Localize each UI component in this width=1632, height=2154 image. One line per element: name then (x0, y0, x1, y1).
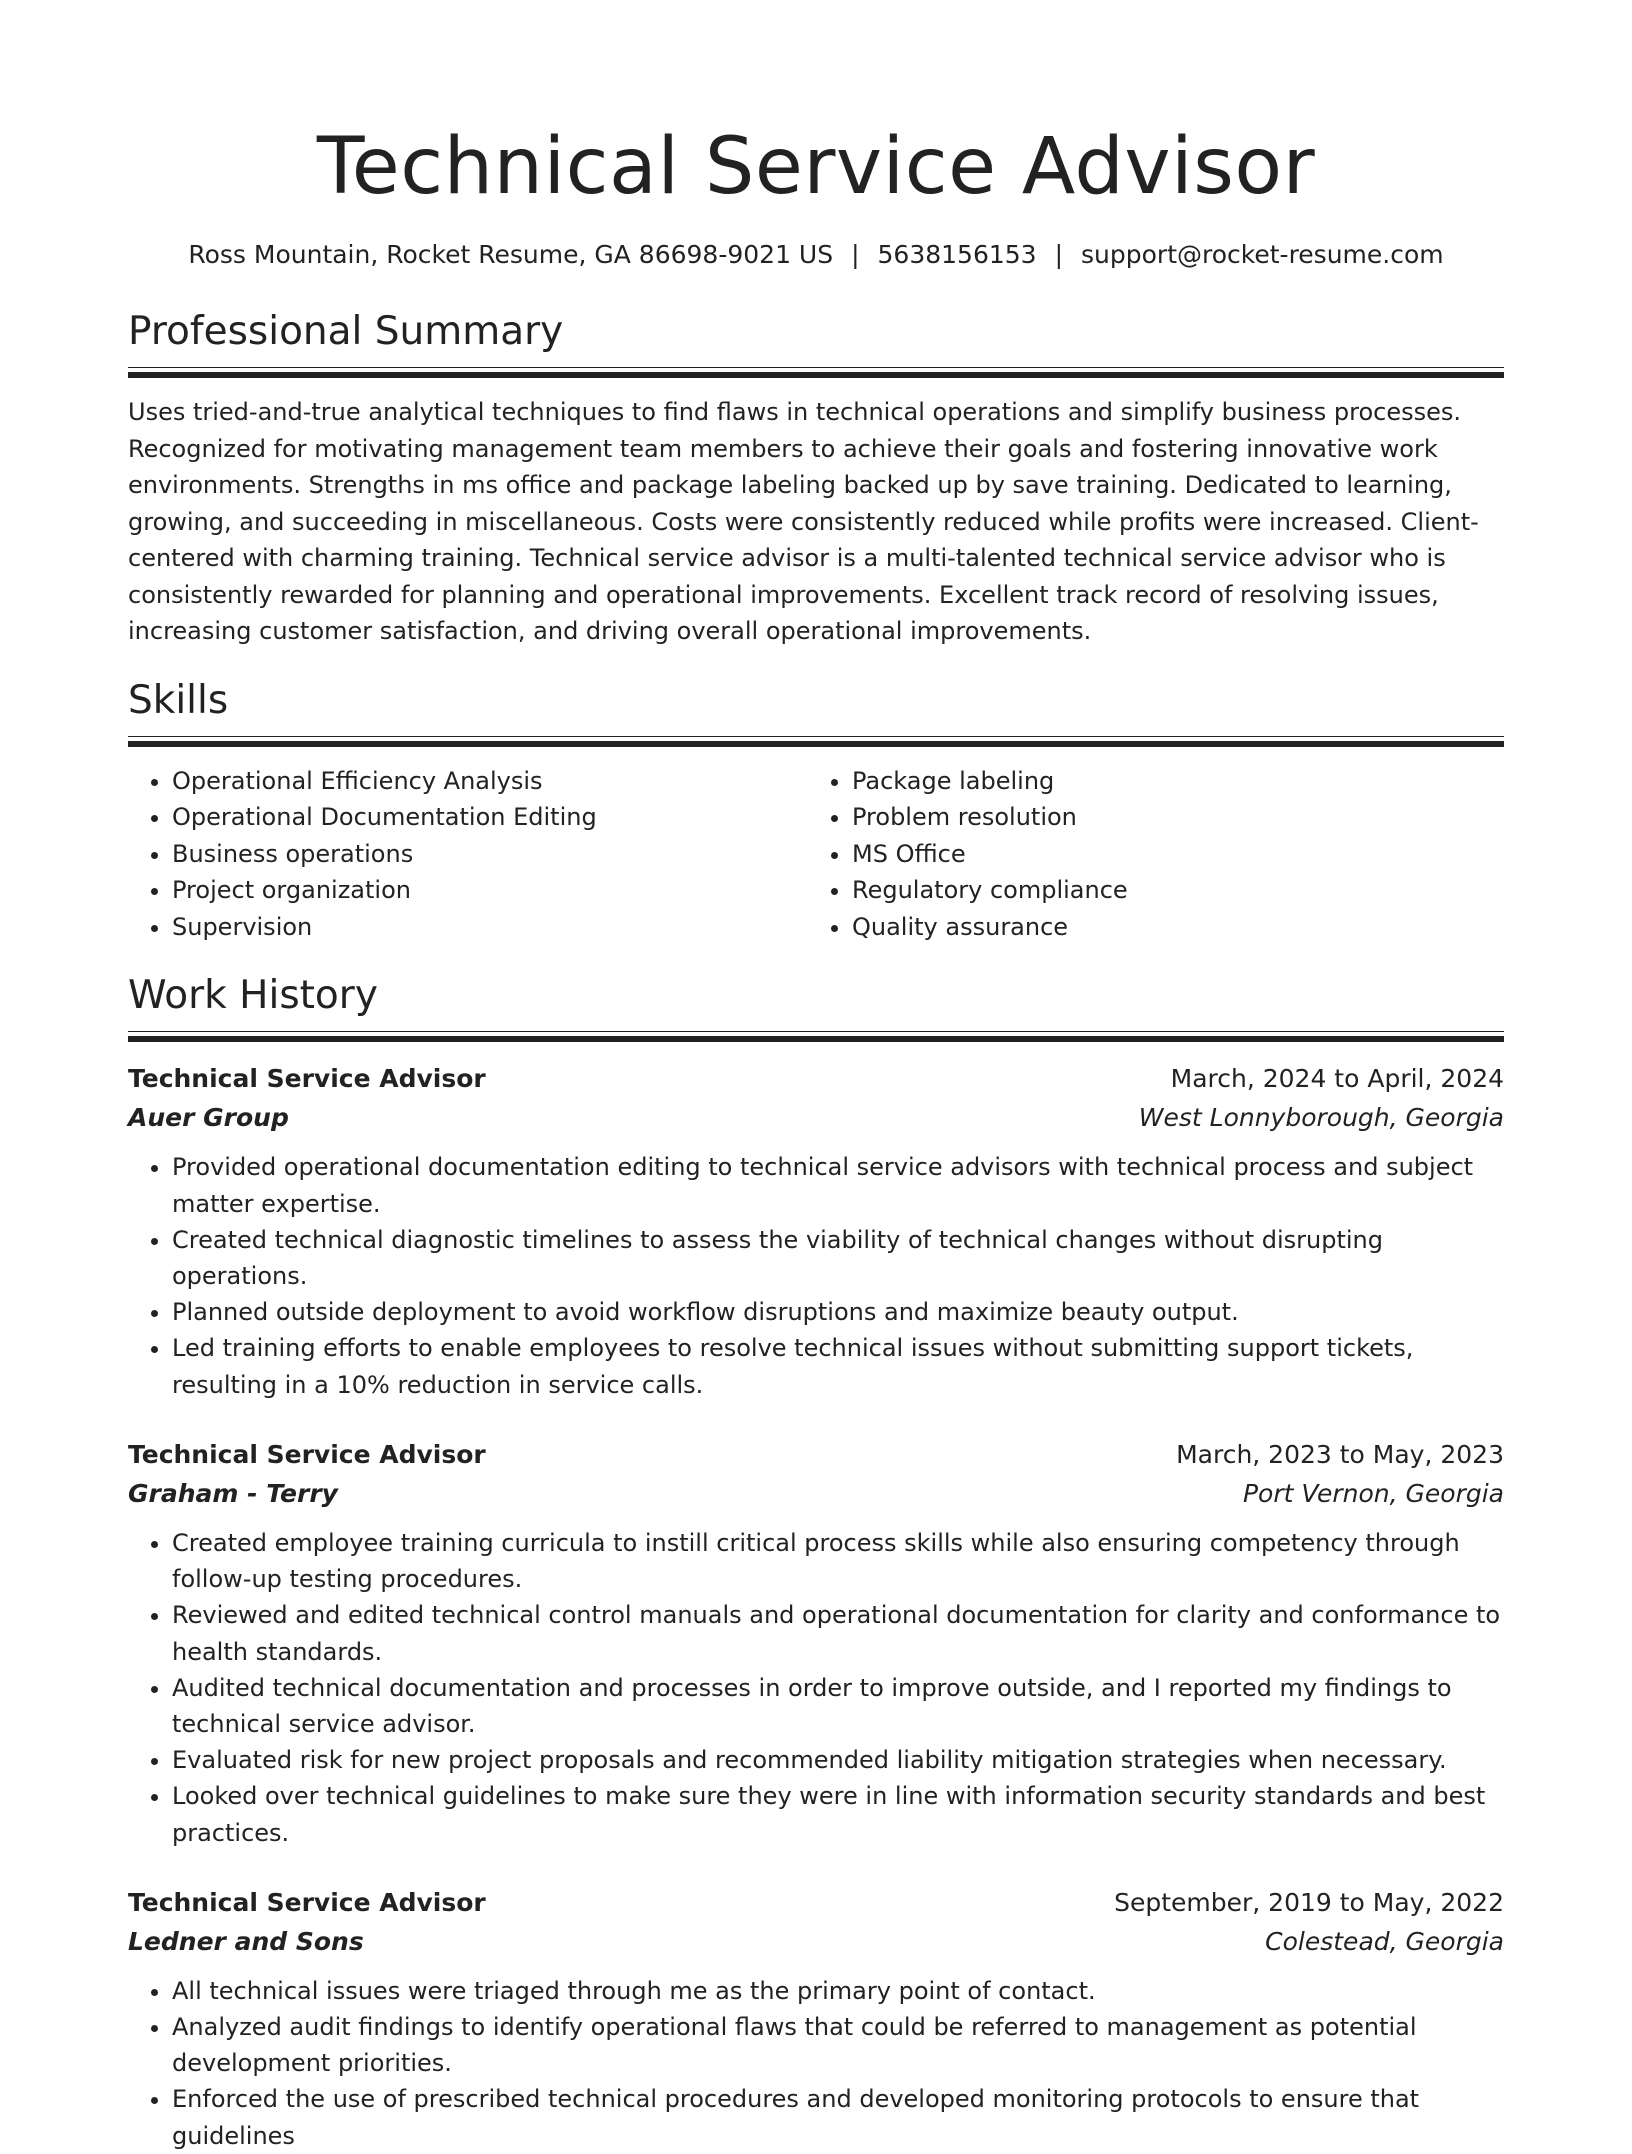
job-header (128, 1435, 1504, 1474)
contact-email: support@rocket-resume.com (1081, 240, 1444, 269)
job-subheader (128, 1098, 1504, 1137)
job-location: West Lonnyborough, Georgia (1138, 1103, 1504, 1133)
job-bullet: • Created technical diagnostic timelines to assess the viability of technical changes without disrupting operations. (172, 1222, 1504, 1294)
contact-line (128, 238, 1504, 272)
section-divider (128, 367, 1504, 378)
job-entry (128, 1883, 1504, 2154)
job-bullet: • Looked over technical guidelines to make sure they were in line with information security standards and best practices. (172, 1778, 1504, 1850)
job-bullets (128, 1525, 1504, 1851)
job-bullet: • All technical issues were triaged through me as the primary point of contact. (172, 1973, 1504, 2009)
job-bullet: • Reviewed and edited technical control manuals and operational documentation for clarity and conformance to health standards. (172, 1597, 1504, 1669)
job-subheader (128, 1474, 1504, 1513)
job-bullet: • Enforced the use of prescribed technical procedures and developed monitoring protocols to ensure that guidelines (172, 2081, 1504, 2153)
job-title: Technical Service Advisor (128, 1887, 486, 1917)
job-dates: March, 2023 to May, 2023 (1176, 1439, 1504, 1469)
section-title-work-history: Work History (128, 973, 378, 1019)
job-entry (128, 1059, 1504, 1402)
job-dates: September, 2019 to May, 2022 (1114, 1887, 1504, 1917)
job-bullet: • Evaluated risk for new project proposals and recommended liability mitigation strategies when necessary. (172, 1742, 1504, 1778)
skill-item: • Operational Efficiency Analysis (172, 763, 808, 800)
resume-page (128, 0, 1504, 2154)
job-bullets (128, 1973, 1504, 2154)
skill-item: • Package labeling (852, 763, 1488, 800)
skill-item: • Quality assurance (852, 909, 1488, 946)
contact-phone: 5638156153 (877, 240, 1037, 269)
contact-separator: | (1054, 240, 1064, 269)
job-bullet: • Provided operational documentation editing to technical service advisors with technical process and subject matter expertise. (172, 1149, 1504, 1221)
skill-item: • Regulatory compliance (852, 872, 1488, 909)
skill-item: • Supervision (172, 909, 808, 946)
job-company: Ledner and Sons (128, 1926, 364, 1956)
job-bullet: • Led training efforts to enable employees to resolve technical issues without submitting support tickets, resulting in a 10% reduction in service calls. (172, 1330, 1504, 1402)
job-bullet: • Analyzed audit findings to identify operational flaws that could be referred to management as potential development priorities. (172, 2009, 1504, 2081)
job-header (128, 1059, 1504, 1098)
section-divider (128, 736, 1504, 747)
section-title-skills: Skills (128, 677, 229, 723)
job-dates: March, 2024 to April, 2024 (1170, 1064, 1504, 1094)
job-location: Colestead, Georgia (1265, 1926, 1504, 1956)
job-company: Auer Group (128, 1103, 289, 1133)
skill-item: • Problem resolution (852, 799, 1488, 836)
job-bullet: • Planned outside deployment to avoid workflow disruptions and maximize beauty output. (172, 1294, 1504, 1330)
skill-item: • Business operations (172, 836, 808, 873)
job-company: Graham - Terry (128, 1478, 338, 1508)
job-title: Technical Service Advisor (128, 1064, 486, 1094)
contact-separator: | (851, 240, 860, 269)
section-title-summary: Professional Summary (128, 309, 564, 354)
skill-item: • Project organization (172, 872, 808, 909)
job-bullet: • Audited technical documentation and processes in order to improve outside, and I reported my findings to technical service advisor. (172, 1670, 1504, 1742)
contact-address: Ross Mountain, Rocket Resume, GA 86698-9021 US (188, 240, 834, 269)
skills-column-left (128, 763, 808, 946)
job-entry (128, 1435, 1504, 1851)
job-bullet: • Created employee training curricula to instill critical process skills while also ensuring competency through follow-up testing procedures. (172, 1525, 1504, 1597)
section-divider (128, 1031, 1504, 1042)
skill-item: • Operational Documentation Editing (172, 799, 808, 836)
job-title: Technical Service Advisor (128, 1439, 486, 1469)
job-header (128, 1883, 1504, 1922)
skills-column-right (808, 763, 1488, 946)
job-subheader (128, 1922, 1504, 1961)
job-location: Port Vernon, Georgia (1242, 1478, 1504, 1508)
job-bullets (128, 1149, 1504, 1402)
skill-item: • MS Office (852, 836, 1488, 873)
skills-list (128, 763, 1504, 946)
summary-text: Uses tried-and-true analytical techniques to find flaws in technical operations and simplify business processes. Recognized for motivating management team members to achieve their goals and fostering innovative work environments. Strengths in ms office and package labeling backed up by save training. Dedicated to learning, growing, and succeeding in miscellaneous. Costs were consistently reduced while profits were increased. Client-centered with charming training. Technical service advisor is a multi-talented technical service advisor who is consistently rewarded for planning and operational improvements. Excellent track record of resolving issues, increasing customer satisfaction, and driving overall operational improvements. (128, 398, 1479, 645)
resume-name: Technical Service Advisor (316, 122, 1316, 212)
